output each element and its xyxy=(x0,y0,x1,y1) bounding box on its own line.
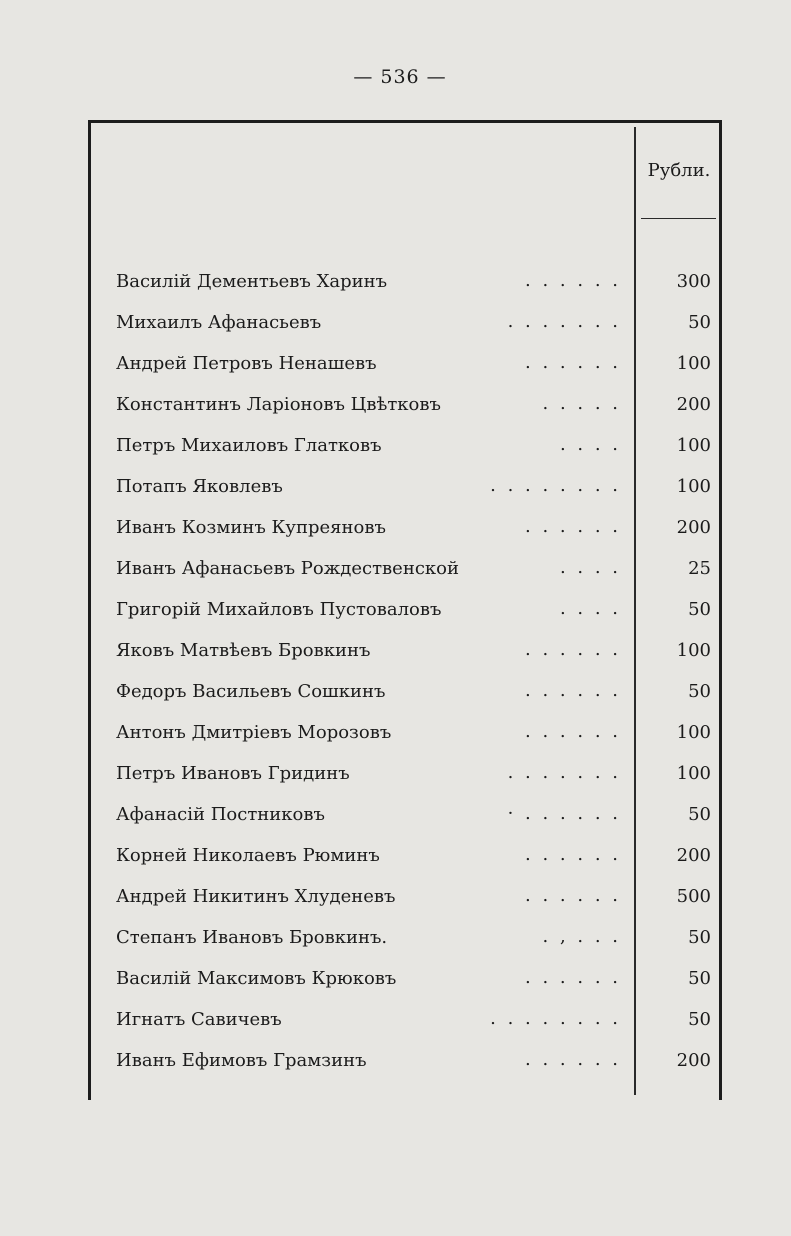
table-row xyxy=(116,427,716,468)
table-row xyxy=(116,755,716,796)
table-right-rule xyxy=(719,120,722,1100)
amount-rubles: 50 xyxy=(688,1009,711,1030)
dot-leader: . . . . . . . xyxy=(507,762,621,783)
amount-rubles: 200 xyxy=(676,1050,711,1071)
amount-rubles: 100 xyxy=(676,722,711,743)
person-name: Федоръ Васильевъ Сошкинъ xyxy=(116,681,386,702)
dot-leader: . . . . . . xyxy=(525,639,621,660)
dot-leader: . . . . . . xyxy=(525,967,621,988)
dot-leader: . . . . . xyxy=(542,393,621,414)
amount-rubles: 50 xyxy=(688,599,711,620)
table-row xyxy=(116,960,716,1001)
table-row xyxy=(116,673,716,714)
amount-rubles: 100 xyxy=(676,476,711,497)
amount-rubles: 100 xyxy=(676,435,711,456)
amount-rubles: 200 xyxy=(676,394,711,415)
dot-leader: . . . . xyxy=(559,557,621,578)
amount-rubles: 25 xyxy=(688,558,711,579)
amount-rubles: 100 xyxy=(676,353,711,374)
dot-leader: . . . . xyxy=(559,598,621,619)
table-row xyxy=(116,386,716,427)
amount-rubles: 50 xyxy=(688,968,711,989)
person-name: Иванъ Афанасьевъ Рождественской xyxy=(116,558,459,579)
table-row xyxy=(116,263,716,304)
dot-leader: . . . . . . xyxy=(525,516,621,537)
amount-column-header: Рубли. xyxy=(647,160,711,181)
person-name: Петръ Ивановъ Гридинъ xyxy=(116,763,350,784)
person-name: Яковъ Матвѣевъ Бровкинъ xyxy=(116,640,371,661)
table-row xyxy=(116,837,716,878)
person-name: Корней Николаевъ Рюминъ xyxy=(116,845,380,866)
person-name: Потапъ Яковлевъ xyxy=(116,476,283,497)
amount-rubles: 50 xyxy=(688,927,711,948)
person-name: Иванъ Ефимовъ Грамзинъ xyxy=(116,1050,367,1071)
amount-rubles: 200 xyxy=(676,517,711,538)
table-row xyxy=(116,591,716,632)
person-name: Афанасій Постниковъ xyxy=(116,804,325,825)
amount-rubles: 200 xyxy=(676,845,711,866)
amount-rubles: 50 xyxy=(688,681,711,702)
person-name: Василій Максимовъ Крюковъ xyxy=(116,968,397,989)
table-row xyxy=(116,878,716,919)
amount-rubles: 500 xyxy=(676,886,711,907)
person-name: Андрей Никитинъ Хлуденевъ xyxy=(116,886,396,907)
amount-header-underline xyxy=(641,218,716,219)
table-row xyxy=(116,509,716,550)
person-name: Григорій Михайловъ Пустоваловъ xyxy=(116,599,442,620)
person-name: Степанъ Ивановъ Бровкинъ. xyxy=(116,927,388,948)
amount-rubles: 50 xyxy=(688,312,711,333)
table-row xyxy=(116,468,716,509)
table-row xyxy=(116,632,716,673)
person-name: Михаилъ Афанасьевъ xyxy=(116,312,322,333)
person-name: Иванъ Козминъ Купреяновъ xyxy=(116,517,386,538)
table-row xyxy=(116,345,716,386)
table-top-rule xyxy=(88,120,722,123)
dot-leader: . . . . . . xyxy=(525,721,621,742)
person-name: Андрей Петровъ Ненашевъ xyxy=(116,353,377,374)
table-left-rule xyxy=(88,120,91,1100)
dot-leader: . . . . . . xyxy=(525,1049,621,1070)
page-number: — 536 — xyxy=(353,66,447,88)
person-name: Василій Дементьевъ Харинъ xyxy=(116,271,388,292)
amount-rubles: 50 xyxy=(688,804,711,825)
amount-rubles: 300 xyxy=(676,271,711,292)
dot-leader: . . . . . . xyxy=(525,352,621,373)
dot-leader: . . . . . . xyxy=(525,844,621,865)
person-name: Петръ Михаиловъ Глатковъ xyxy=(116,435,382,456)
dot-leader: . . . . . . xyxy=(525,885,621,906)
table-rows xyxy=(116,263,716,1083)
dot-leader: . . . . . . . . xyxy=(490,1008,621,1029)
dot-leader: . . . . . . . xyxy=(507,311,621,332)
amount-rubles: 100 xyxy=(676,763,711,784)
person-name: Игнатъ Савичевъ xyxy=(116,1009,282,1030)
table-row xyxy=(116,919,716,960)
person-name: Антонъ Дмитріевъ Морозовъ xyxy=(116,722,392,743)
table-row xyxy=(116,796,716,837)
dot-leader: . . . . . . xyxy=(525,270,621,291)
dot-leader: · . . . . . . xyxy=(507,803,621,824)
amount-rubles: 100 xyxy=(676,640,711,661)
table-row xyxy=(116,1001,716,1042)
dot-leader: . . . . xyxy=(559,434,621,455)
dot-leader: . , . . . xyxy=(542,926,621,947)
table-row xyxy=(116,304,716,345)
table-row xyxy=(116,550,716,591)
dot-leader: . . . . . . xyxy=(525,680,621,701)
dot-leader: . . . . . . . . xyxy=(490,475,621,496)
person-name: Константинъ Ларіоновъ Цвѣтковъ xyxy=(116,394,441,415)
table-row xyxy=(116,1042,716,1083)
table-row xyxy=(116,714,716,755)
